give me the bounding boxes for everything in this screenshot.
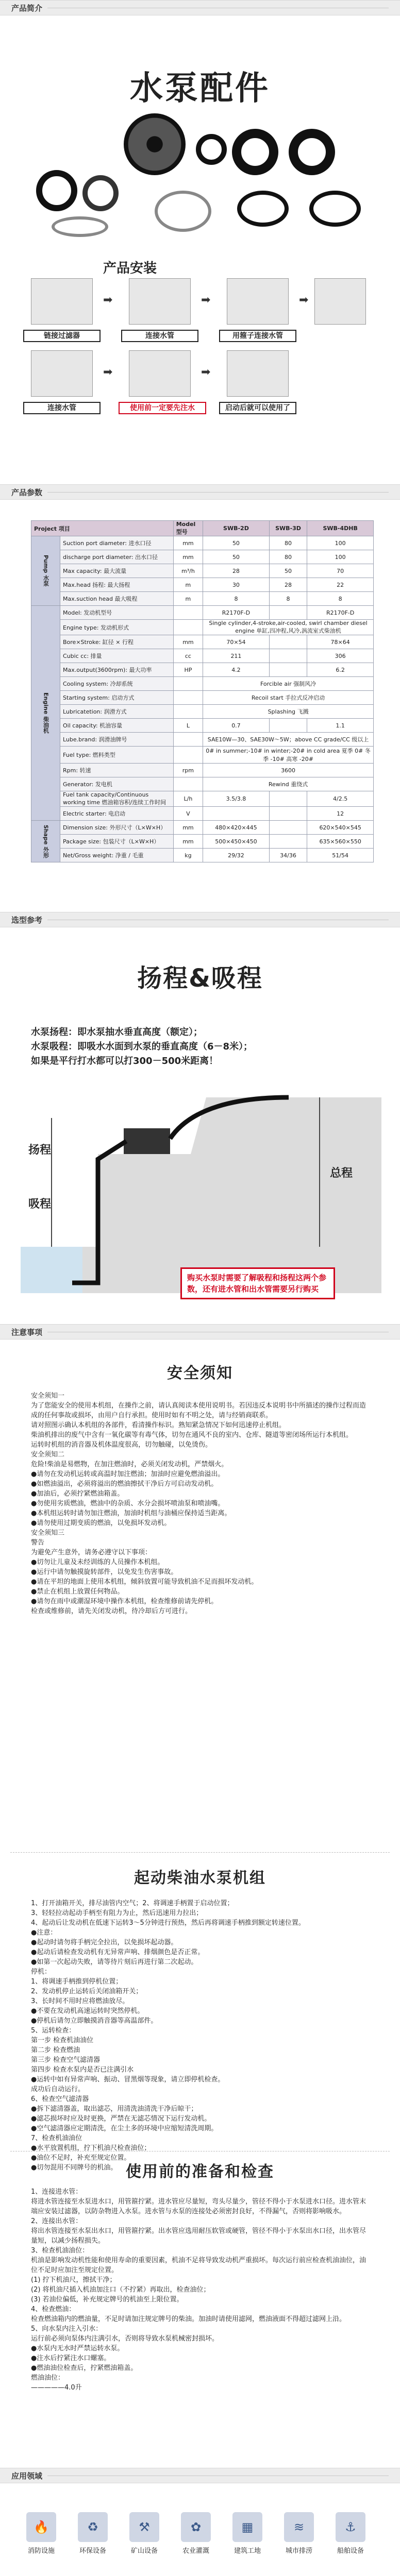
app-item: ✿ 农业灌溉 — [178, 2512, 214, 2555]
spec-group-label: Shape 外形 — [31, 821, 60, 862]
section-header-apps: 应用领域 — [0, 2468, 400, 2483]
spec-cell: 8 — [203, 592, 270, 606]
large-gasket-part-2 — [289, 129, 335, 175]
spec-cell — [173, 620, 203, 635]
spec-cell: discharge port diameter: 出水口径 — [60, 550, 174, 564]
spec-cell — [203, 807, 270, 821]
install-step-7-image — [227, 350, 289, 397]
section-header-params: 产品参数 — [0, 484, 400, 500]
spec-cell: Model: 发动机型号 — [60, 606, 174, 620]
spec-cell: Cooling system: 冷却系统 — [60, 677, 174, 691]
spec-cell: 34/36 — [269, 849, 307, 862]
spec-cell: 4/2.5 — [307, 791, 374, 807]
spec-cell: Single cylinder,4-stroke,air-cooled, swirl chamber diesel engine 单缸,四冲程,风冷,涡流室式柴油机 — [203, 620, 374, 635]
spec-cell: 8 — [307, 592, 374, 606]
spec-row — [31, 578, 374, 592]
spec-cell: V — [173, 807, 203, 821]
pump-icon — [124, 1128, 170, 1154]
spec-cell: Dimension size: 外形尺寸（L×W×H） — [60, 821, 174, 835]
spec-header-cell: SWB-3D — [269, 521, 307, 536]
app-item: ♻ 环保设备 — [75, 2512, 111, 2555]
spec-row — [31, 849, 374, 862]
spec-cell: Splashing 飞溅 — [203, 705, 374, 719]
app-item: 🔥 消防设施 — [23, 2512, 59, 2555]
spec-cell: 70×54 — [203, 635, 270, 649]
gasket-part — [36, 170, 77, 211]
spec-cell — [173, 677, 203, 691]
spec-cell: 480×420×445 — [203, 821, 270, 835]
hose-clamp — [52, 216, 108, 237]
spec-header-row — [31, 521, 374, 536]
mine-icon: ⚒ — [129, 2512, 159, 2542]
spec-cell: 4.2 — [203, 663, 270, 677]
spec-cell: L — [173, 719, 203, 733]
water-source — [21, 1247, 82, 1293]
install-caption: 用箍子连接水管 — [219, 330, 296, 342]
building-icon: ▦ — [232, 2512, 262, 2542]
irrigation-icon: ✿ — [181, 2512, 211, 2542]
spec-cell: 80 — [269, 536, 307, 550]
spec-cell: Rpm: 转速 — [60, 764, 174, 777]
install-step-2-image — [129, 278, 191, 325]
spec-group-label: Engine 柴油机 — [31, 606, 60, 821]
spec-cell — [269, 649, 307, 663]
selection-line-1: 水泵扬程：即水泵抽水垂直高度（额定）； — [31, 1027, 203, 1038]
arrow-right-icon: ➡ — [201, 366, 211, 379]
spec-cell: 28 — [203, 564, 270, 578]
spec-cell — [269, 719, 307, 733]
start-text: 1、打开油箱开关，排尽油管内空气；2、将调速手柄置于启动位置； 3、轻轻拉动起动手柄至有阻力为止，然后迅速用力拉出； 4、起动后让发动机在低速下运转3～5分钟进行预热，然后再将调速手柄推到额定转速位置。 ●注意： ●起动时请勿将手柄完全拉出，以免损坏起动器。 ●起动后请检查发动机有无异常声响、排烟颜色是否正常。 ●如第一次起动失败，请等待片刻后再进行第二次起动。 停机： 1、将调速手柄推到停机位置； 2、发动机停止运转后关闭油箱开关； 3、长时间不用时应将燃油放尽。 ●不要在发动机高速运转时突然停机。 ●停机后请勿立即触摸消音器等高温部件。 5、运转检查： 第一步 检查机油油位 第二步 检查燃油 第三步 检查空气滤清器 第四步 检查水泵内是否已注满引水 ●运转中如有异常声响、振动、冒黑烟等现象，请立即停机检查。 成功后自动运行。 6、检查空气滤清器 ●拆下滤清器盖，取出滤芯，用清洗油清洗干净后晾干； ●滤芯损坏时应及时更换，严禁在无滤芯情况下运行发动机。 ●空气滤清器应定期清洗，在尘土多的环境中应缩短清洗周期。 7、检查机油油位 ●水平放置机组，拧下机油尺检查油位； ●油位不足时，补充至规定位置。 ●切勿混用不同牌号的机油。 — [31, 1900, 305, 2172]
spec-cell: Suction port diameter: 进水口径 — [60, 536, 174, 550]
spec-cell: Max capacity: 最大流量 — [60, 564, 174, 578]
spec-cell: 620×540×545 — [307, 821, 374, 835]
spec-row — [31, 764, 374, 777]
spec-row — [31, 649, 374, 663]
spec-cell: Starting system: 启动方式 — [60, 691, 174, 705]
section-header-selection: 选型参考 — [0, 912, 400, 927]
spec-row — [31, 807, 374, 821]
spec-row — [31, 821, 374, 835]
spec-cell: mm — [173, 821, 203, 835]
spec-cell: 0.7 — [203, 719, 270, 733]
spec-cell: 100 — [307, 536, 374, 550]
prep-title: 使用前的准备和检查 — [126, 2163, 274, 2181]
install-caption: 启动后就可以使用了 — [219, 402, 296, 414]
spec-row — [31, 791, 374, 807]
label-total: 总程 — [330, 1167, 353, 1180]
spec-row — [31, 747, 374, 764]
spec-cell: rpm — [173, 764, 203, 777]
spec-cell: 30 — [203, 578, 270, 592]
prep-text: 1、连接进水管： 将进水管连接至水泵进水口，用管箍拧紧。进水管应尽量短，弯头尽量少，管径不得小于水泵进水口径。进水管末端应安装过滤器，以防杂物进入水泵。进水管与水泵的连接处必须密封良好，不得漏气，否则将影响吸水。 2、连接出水管： 将出水管连接至水泵出水口，用管箍拧紧。出水管应选用耐压软管或硬管，管径不得小于水泵出水口径，出水管尽量短，以减少扬程损失。 3、检查机油油位： 机油是影响发动机性能和使用寿命的重要因素，机油不足将导致发动机严重损坏。每次运行前应检查机油油位，油位不足时应加注至规定位置。 (1) 拧下机油尺，擦拭干净； (2) 将机油尺插入机油加注口（不拧紧）再取出，检查油位； (3) 若油位偏低，补充规定牌号的机油至上限位置。 4、检查燃油： 检查燃油箱内的燃油量，不足时请加注规定牌号的柴油。加油时请使用滤网，燃油液面不得超过滤网上沿。 5、向水泵内注入引水： 运行前必须向泵体内注满引水，否则将导致水泵机械密封损坏。 ●水泵内无水时严禁运转水泵。 ●注水后拧紧注水口螺塞。 ●燃油油位检查后，拧紧燃油箱盖。 燃油油位： —————4.0升 — [31, 2188, 366, 2392]
spec-cell: Cubic cc: 排量 — [60, 649, 174, 663]
arrow-right-icon: ➡ — [299, 294, 309, 307]
ship-icon: ⚓ — [336, 2512, 365, 2542]
spec-cell: 80 — [269, 550, 307, 564]
install-caption: 连接水管 — [121, 330, 198, 342]
spec-cell — [269, 835, 307, 849]
spec-cell: Electric starter: 电启动 — [60, 807, 174, 821]
spec-cell: Max.suction head 最大吸程 — [60, 592, 174, 606]
spec-cell — [269, 821, 307, 835]
parts-image — [21, 113, 381, 242]
label-lift: 扬程 — [28, 1144, 52, 1157]
spec-cell — [269, 807, 307, 821]
spec-cell — [269, 635, 307, 649]
spec-cell: 28 — [269, 578, 307, 592]
safety-text: 安全须知一 为了您能安全的使用本机组，在操作之前，请认真阅读本使用说明书。若因违反本说明书中所描述的操作过程而造成的任何事故或损坏，由用户自行承担。使用时如有不明之处，请与经销商联系。 请对照图示确认本机组的各部件，看清操作标识。熟知紧急情况下如何迅速停止机组。 柴油机排出的废气中含有一氧化碳等有毒气体，切勿在通风不良的室内、仓库、隧道等密闭场所运行本机组。 运转时机组的消音器及机体温度很高，切勿触碰，以免烫伤。 安全须知二 危险!柴油是易燃物，在加注燃油时，必须关闭发动机，严禁烟火。 ●请勿在发动机运转或高温时加注燃油；加油时应避免燃油溢出。 ●如燃油溢出，必须将溢出的燃油擦拭干净后方可启动发动机。 ●加油后，必须拧紧燃油箱盖。 ●勿使用劣质燃油，燃油中的杂质、水分会损坏喷油泵和喷油嘴。 ●本机组运转时请勿加注燃油，加油时机组与油桶应保持适当距离。 ●请勿使用过期变质的燃油，以免损坏发动机。 安全须知三 警告 为避免产生意外，请务必遵守以下事项： ●切勿让儿童及未经训练的人员操作本机组。 ●运行中请勿触摸旋转部件，以免发生伤害事故。 ●请在平坦的地面上使用本机组，倾斜放置可能导致机油不足而损坏发动机。 ●禁止在机组上放置任何物品。 ●请勿在雨中或潮湿环境中操作本机组，检查维修前请先停机。 检查或维修前，请先关闭发动机，待冷却后方可进行。 — [31, 1392, 366, 1615]
spec-cell: Generator: 发电机 — [60, 777, 174, 791]
start-title: 起动柴油水泵机组 — [134, 1869, 266, 1887]
spec-cell: Package size: 包装尺寸（L×W×H） — [60, 835, 174, 849]
spec-cell: 50 — [269, 564, 307, 578]
spec-row — [31, 564, 374, 578]
spec-cell: mm — [173, 635, 203, 649]
spec-cell: 211 — [203, 649, 270, 663]
spec-cell — [173, 733, 203, 747]
strainer-part — [124, 113, 186, 175]
spec-row — [31, 719, 374, 733]
spec-cell — [173, 747, 203, 764]
spec-cell: R2170F-D — [203, 606, 270, 620]
divider — [10, 1852, 390, 1853]
spec-row — [31, 691, 374, 705]
spec-table — [31, 520, 374, 862]
spec-row — [31, 635, 374, 649]
spec-cell — [173, 691, 203, 705]
label-suction: 吸程 — [28, 1198, 52, 1211]
spec-cell: 78×64 — [307, 635, 374, 649]
spec-cell: L/h — [173, 791, 203, 807]
spec-cell: Max.output(3600rpm): 最大功率 — [60, 663, 174, 677]
spec-cell: 12 — [307, 807, 374, 821]
ring-part — [82, 175, 119, 211]
spec-cell: R2170F-D — [307, 606, 374, 620]
section-header-notes: 注意事项 — [0, 1324, 400, 1340]
install-step-1-image — [31, 278, 93, 325]
spec-row — [31, 677, 374, 691]
spec-cell: Forcible air 强制风冷 — [203, 677, 374, 691]
spec-row — [31, 777, 374, 791]
spec-cell: Net/Gross weight: 净重 / 毛重 — [60, 849, 174, 862]
spec-header-cell: SWB-4DHB — [307, 521, 374, 536]
purchase-note: 购买水泵时需要了解吸程和扬程这两个参数，还有进水管和出水管需要另行购买 — [180, 1267, 335, 1299]
spec-row — [31, 606, 374, 620]
spec-cell: mm — [173, 536, 203, 550]
spec-group-label: Pump 水泵 — [31, 536, 60, 606]
install-caption: 连接水管 — [23, 402, 101, 414]
spec-cell: mm — [173, 835, 203, 849]
spec-cell: 50 — [203, 550, 270, 564]
spec-cell: Fuel type: 燃料类型 — [60, 747, 174, 764]
install-step-3-image — [227, 278, 289, 325]
lift-suction-diagram — [21, 1077, 381, 1293]
install-step-4-image — [314, 278, 366, 325]
spec-cell — [269, 663, 307, 677]
spec-cell: 306 — [307, 649, 374, 663]
spec-cell: HP — [173, 663, 203, 677]
spec-row — [31, 835, 374, 849]
selection-line-3: 如果是平行打水都可以打300－500米距离！ — [31, 1056, 219, 1066]
app-item: ⚒ 矿山设备 — [126, 2512, 162, 2555]
intro-title: 水泵配件 — [130, 70, 270, 108]
install-caption-warning: 使用前一定要先注水 — [119, 402, 206, 414]
spec-row — [31, 733, 374, 747]
selection-line-2: 水泵吸程：即吸水水面到水泵的垂直高度（6－8米）； — [31, 1041, 253, 1052]
spec-cell: Bore×Stroke: 缸径 × 行程 — [60, 635, 174, 649]
install-title: 产品安装 — [103, 261, 157, 276]
spec-cell: 70 — [307, 564, 374, 578]
spec-row — [31, 550, 374, 564]
spec-cell: 0# in summer;-10# in winter;-20# in cold area 夏季 0# 冬季 -10# 高寒 -20# — [203, 747, 374, 764]
flange-part — [237, 191, 289, 227]
large-gasket-part — [232, 129, 278, 175]
app-item: ▦ 建筑工地 — [229, 2512, 265, 2555]
spec-cell: 29/32 — [203, 849, 270, 862]
spec-cell — [173, 777, 203, 791]
spec-row — [31, 705, 374, 719]
spec-cell: 50 — [203, 536, 270, 550]
hose-clamp-2 — [155, 191, 211, 232]
spec-cell: Rewind 重绕式 — [203, 777, 374, 791]
spec-row — [31, 592, 374, 606]
section-header-intro: 产品简介 — [0, 0, 400, 15]
spec-cell: 8 — [269, 592, 307, 606]
spec-cell: 3600 — [203, 764, 374, 777]
arrow-right-icon: ➡ — [103, 294, 113, 307]
app-item: ⚓ 船舶设备 — [332, 2512, 369, 2555]
safety-title: 安全须知 — [167, 1364, 233, 1382]
spec-cell: SAE10W—30、SAE30W～5W；above CC grade/CC 级以上 — [203, 733, 374, 747]
spec-header-cell: SWB-2D — [203, 521, 270, 536]
spec-header-cell: Project 项目 — [31, 521, 174, 536]
spec-cell — [173, 705, 203, 719]
spec-cell: 6.2 — [307, 663, 374, 677]
spec-cell: kg — [173, 849, 203, 862]
fire-icon: 🔥 — [26, 2512, 56, 2542]
spec-cell: Max.head 扬程: 最大扬程 — [60, 578, 174, 592]
spec-cell: 1.1 — [307, 719, 374, 733]
spec-cell: m — [173, 578, 203, 592]
install-step-6-image — [129, 350, 191, 397]
spec-cell: Lube.brand: 润滑油牌号 — [60, 733, 174, 747]
spec-cell: Oil capacity: 机油容量 — [60, 719, 174, 733]
install-step-5-image — [31, 350, 93, 397]
flange-part-2 — [309, 191, 361, 227]
spec-cell: 635×560×550 — [307, 835, 374, 849]
spec-row — [31, 536, 374, 550]
spec-cell: 51/54 — [307, 849, 374, 862]
selection-title: 扬程&吸程 — [137, 964, 263, 993]
spec-row — [31, 620, 374, 635]
spec-cell: 22 — [307, 578, 374, 592]
arrow-right-icon: ➡ — [201, 294, 211, 307]
spec-cell: m³/h — [173, 564, 203, 578]
spec-row — [31, 663, 374, 677]
spec-cell: cc — [173, 649, 203, 663]
spec-cell — [269, 791, 307, 807]
spec-header-cell: Model 型号 — [173, 521, 203, 536]
spec-cell: Engine type: 发动机形式 — [60, 620, 174, 635]
spec-cell: Recoil start 手拉式反冲启动 — [203, 691, 374, 705]
spec-cell: m — [173, 592, 203, 606]
spec-cell: Lubricatetion: 润滑方式 — [60, 705, 174, 719]
drainage-icon: ≋ — [284, 2512, 314, 2542]
app-item: ≋ 城市排涝 — [281, 2512, 317, 2555]
spec-cell — [269, 606, 307, 620]
leaf-icon: ♻ — [78, 2512, 108, 2542]
spec-cell — [173, 606, 203, 620]
install-caption: 链接过滤器 — [23, 330, 101, 342]
spec-cell: 3.5/3.8 — [203, 791, 270, 807]
arrow-right-icon: ➡ — [103, 366, 113, 379]
spec-cell: 100 — [307, 550, 374, 564]
spec-cell: mm — [173, 550, 203, 564]
spec-cell: 500×450×450 — [203, 835, 270, 849]
spec-cell: Fuel tank capacity/Continuous working time 燃油箱容积/连续工作时间 — [60, 791, 174, 807]
seal-part — [196, 134, 227, 165]
